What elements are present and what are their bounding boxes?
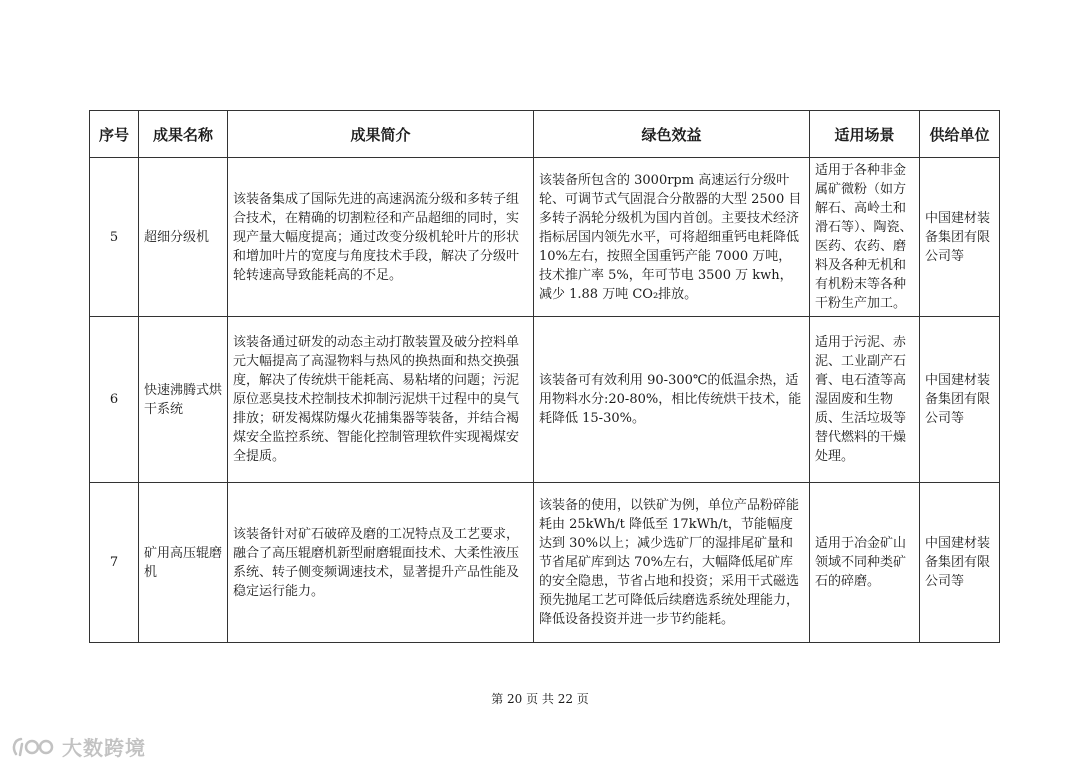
results-table (89, 110, 1000, 643)
header-scenario: 适用场景 (810, 111, 920, 158)
page-footer: 第 20 页 共 22 页 (491, 692, 589, 706)
table-row (90, 158, 1000, 317)
green-benefit: 该装备的使用，以铁矿为例，单位产品粉碎能耗由 25kWh/t 降低至 17kWh/t，节能幅度达到 30%以上；减少选矿厂的湿排尾矿量和节省尾矿库到达 70%左右，大幅降低尾矿库的安全隐患，节省占地和投资；采用干式磁选预先抛尾工艺可降低后续磨选系统处理能力，降低设备投资并进一步节约能耗。 (534, 483, 810, 643)
row-number: 6 (90, 317, 139, 483)
row-number: 7 (90, 483, 139, 643)
table-row (90, 483, 1000, 643)
green-benefit: 该装备可有效利用 90-300℃的低温余热，适用物料水分:20-80%，相比传统烘干技术，能耗降低 15-30%。 (534, 317, 810, 483)
header-intro: 成果简介 (228, 111, 534, 158)
table-header-row (90, 111, 1000, 158)
achievement-intro: 该装备针对矿石破碎及磨的工况特点及工艺要求，融合了高压辊磨机新型耐磨辊面技术、大柔性液压系统、转子侧变频调速技术，显著提升产品性能及稳定运行能力。 (228, 483, 534, 643)
header-no: 序号 (90, 111, 139, 158)
header-benefit: 绿色效益 (534, 111, 810, 158)
supplier: 中国建材装备集团有限公司等 (920, 483, 1000, 643)
supplier: 中国建材装备集团有限公司等 (920, 158, 1000, 317)
achievement-intro: 该装备集成了国际先进的高速涡流分级和多转子组合技术，在精确的切割粒径和产品超细的同时，实现产量大幅度提高；通过改变分级机轮叶片的形状和增加叶片的宽度与角度技术手段，解决了分级叶轮转速高导致能耗高的不足。 (228, 158, 534, 317)
row-number: 5 (90, 158, 139, 317)
watermark-logo-icon (10, 734, 56, 760)
application-scenario: 适用于各种非金属矿微粉（如方解石、高岭土和滑石等）、陶瓷、医药、农药、磨料及各种无机和有机粉末等各种干粉生产加工。 (810, 158, 920, 317)
watermark-text: 大数跨境 (62, 736, 146, 760)
green-benefit: 该装备所包含的 3000rpm 高速运行分级叶轮、可调节式气固混合分散器的大型 2500 目多转子涡轮分级机为国内首创。主要技术经济指标居国内领先水平，可将超细重钙电耗降低 10%左右，按照全国重钙产能 7000 万吨，技术推广率 5%，年可节电 3500 万 kwh，减少 1.88 万吨 CO₂排放。 (534, 158, 810, 317)
achievement-intro: 该装备通过研发的动态主动打散装置及破分控料单元大幅提高了高湿物料与热风的换热面和热交换强度，解决了传统烘干能耗高、易粘堵的问题；污泥原位恶臭技术控制技术抑制污泥烘干过程中的臭气排放；研发褐煤防爆火花捕集器等装备，并结合褐煤安全监控系统、智能化控制管理软件实现褐煤安全提质。 (228, 317, 534, 483)
header-supplier: 供给单位 (920, 111, 1000, 158)
supplier: 中国建材装备集团有限公司等 (920, 317, 1000, 483)
achievement-name: 快速沸腾式烘干系统 (139, 317, 228, 483)
application-scenario: 适用于冶金矿山领域不同种类矿石的碎磨。 (810, 483, 920, 643)
table-row (90, 317, 1000, 483)
achievement-name: 超细分级机 (139, 158, 228, 317)
application-scenario: 适用于污泥、赤泥、工业副产石膏、电石渣等高湿固废和生物质、生活垃圾等替代燃料的干燥处理。 (810, 317, 920, 483)
watermark (10, 732, 146, 761)
achievement-name: 矿用高压辊磨机 (139, 483, 228, 643)
header-name: 成果名称 (139, 111, 228, 158)
